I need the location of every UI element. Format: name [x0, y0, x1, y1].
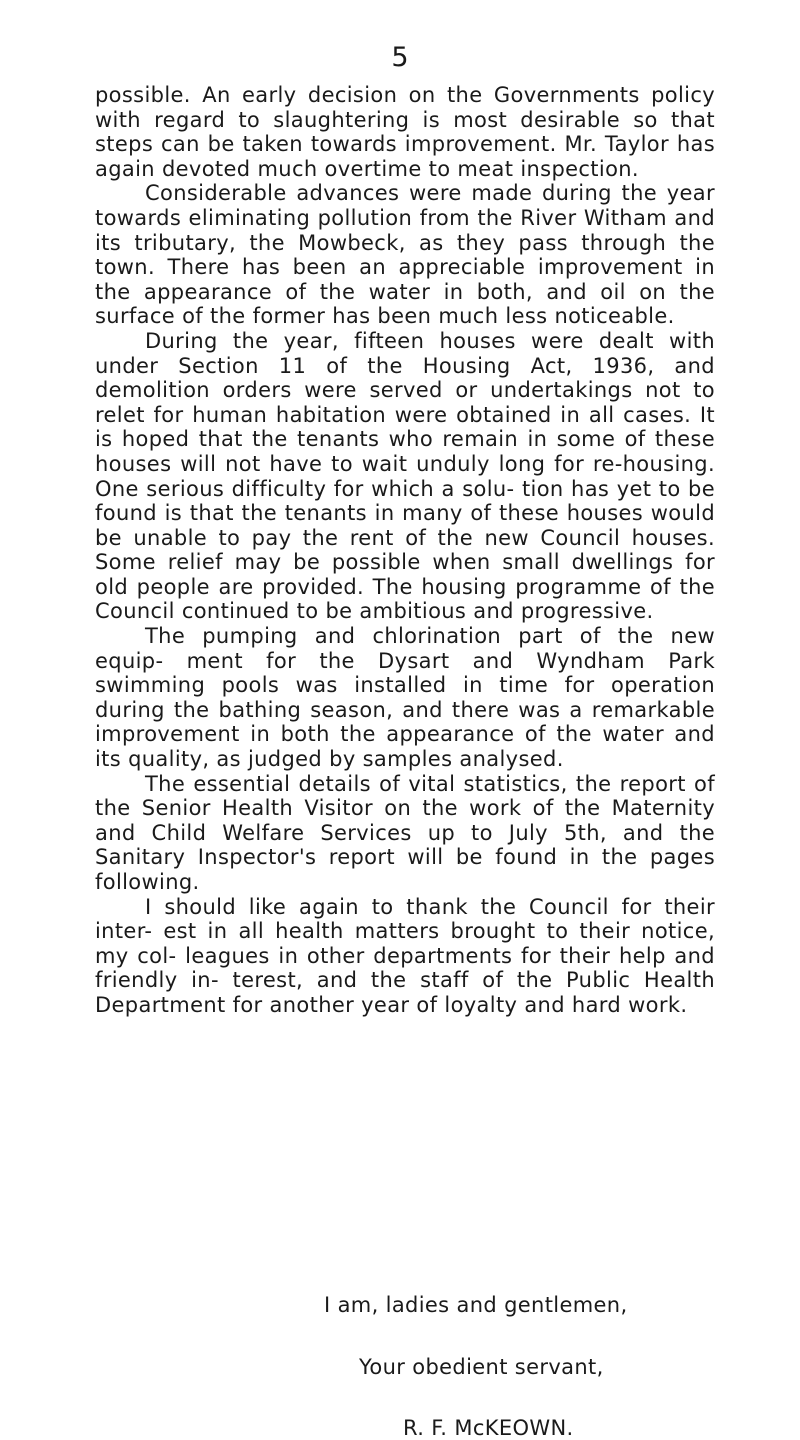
- paragraph-river-pollution: Considerable advances were made during the year towards eliminating pollution from the River Witham and its tributary, the Mowbeck, as they pass through the town. There has been an appreciable improvement in the appearance of the water in both, and oil on the surface of the former has been much less noticeable.: [95, 181, 715, 329]
- closing-valediction: Your obedient servant,: [359, 1355, 604, 1379]
- closing-signature-name: R. F. McKEOWN.: [403, 1416, 574, 1440]
- page-number: 5: [391, 42, 409, 73]
- paragraph-housing: During the year, fifteen houses were dealt with under Section 11 of the Housing Act, 1936, and demolition orders were served or undertakings not to relet for human habitation were obtained in all cases. It is hoped that the tenants who remain in some of these houses will not have to wait unduly long for re-housing. One serious difficulty for which a solu- tion has yet to be found is that the tenants in many of these houses would be unable to pay the rent of the new Council houses. Some relief may be possible when small dwellings for old people are provided. The housing programme of the Council continued to be ambitious and progressive.: [95, 328, 715, 624]
- paragraph-swimming-pools: The pumping and chlorination part of the new equip- ment for the Dysart and Wyndham Park swimming pools was installed in time for operation during the bathing season, and there was a remarkable improvement in both the appearance of the water and its quality, as judged by samples analysed.: [95, 624, 715, 772]
- paragraph-thanks: I should like again to thank the Council for their inter- est in all health matters brought to their notice, my col- leagues in other departments for their help and friendly in- terest, and the staff of the Public Health Department for another year of loyalty and hard work.: [95, 894, 715, 1017]
- paragraph-vital-statistics: The essential details of vital statistics, the report of the Senior Health Visitor on the work of the Maternity and Child Welfare Services up to July 5th, and the Sanitary Inspector's report will be found in the pages following.: [95, 771, 715, 894]
- closing-salutation: I am, ladies and gentlemen,: [324, 1293, 628, 1317]
- paragraph-meat-inspection: possible. An early decision on the Governments policy with regard to slaughtering is most desirable so that steps can be taken towards improvement. Mr. Taylor has again devoted much overtime to meat inspection.: [95, 83, 715, 181]
- report-body: [95, 83, 715, 1018]
